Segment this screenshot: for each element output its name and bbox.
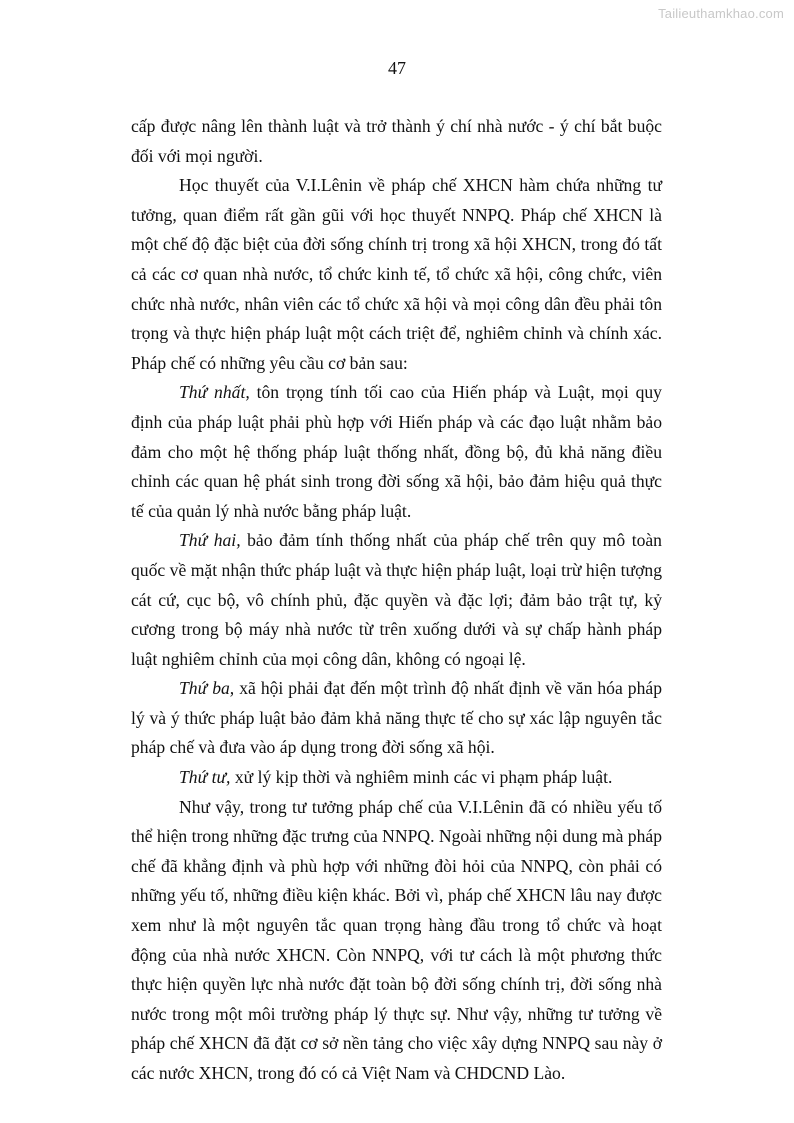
paragraph-fourth-requirement	[131, 763, 662, 793]
paragraph-text: bảo đảm tính thống nhất của pháp chế trên quy mô toàn quốc về mặt nhận thức pháp luật và thực hiện pháp luật, loại trừ hiện tượng cát cứ, cục bộ, vô chính phủ, đặc quyền và đặc lợi; đảm bảo trật tự, kỷ cương trong bộ máy nhà nước từ trên xuống dưới và sự chấp hành pháp luật nghiêm chỉnh của mọi công dân, không có ngoại lệ.	[131, 530, 662, 669]
paragraph-lead: Thứ tư,	[179, 767, 231, 788]
paragraph-first-requirement	[131, 378, 662, 526]
paragraph-text: Như vậy, trong tư tưởng pháp chế của V.I.Lênin đã có nhiều yếu tố thể hiện trong những đặc trưng của NNPQ. Ngoài những nội dung mà pháp chế đã khẳng định và phù hợp với những đòi hỏi của NNPQ, còn phải có những yếu tố, những điều kiện khác. Bởi vì, pháp chế XHCN lâu nay được xem như là một nguyên tắc quan trọng hàng đầu trong tổ chức và hoạt động của nhà nước XHCN. Còn NNPQ, với tư cách là một phương thức thực hiện quyền lực nhà nước đặt toàn bộ đời sống chính trị, đời sống nhà nước trong một môi trường pháp lý thực sự. Như vậy, những tư tưởng về pháp chế XHCN đã đặt cơ sở nền tảng cho việc xây dựng NNPQ sau này ở các nước XHCN, trong đó có cả Việt Nam và CHDCND Lào.	[131, 796, 662, 1083]
document-body	[131, 112, 662, 1089]
paragraph-text: xử lý kịp thời và nghiêm minh các vi phạm pháp luật.	[230, 767, 613, 788]
page-number: 47	[388, 58, 406, 78]
paragraph-text: cấp được nâng lên thành luật và trở thành ý chí nhà nước - ý chí bắt buộc đối với mọi người.	[131, 116, 662, 166]
paragraph-second-requirement	[131, 526, 662, 674]
paragraph-conclusion	[131, 793, 662, 1089]
paragraph-lead: Thứ hai,	[179, 530, 241, 551]
paragraph-third-requirement	[131, 674, 662, 763]
watermark: Tailieuthamkhao.com	[658, 6, 784, 21]
paragraph-text: Học thuyết của V.I.Lênin về pháp chế XHCN hàm chứa những tư tưởng, quan điểm rất gần gũi với học thuyết NNPQ. Pháp chế XHCN là một chế độ đặc biệt của đời sống chính trị trong xã hội XHCN, trong đó tất cả các cơ quan nhà nước, tổ chức kinh tế, tổ chức xã hội, công chức, viên chức nhà nước, nhân viên các tổ chức xã hội và mọi công dân đều phải tôn trọng và thực hiện pháp luật một cách triệt để, nghiêm chỉnh và chính xác. Pháp chế có những yêu cầu cơ bản sau:	[131, 175, 662, 373]
paragraph-lead: Thứ ba,	[179, 678, 235, 699]
paragraph-text: tôn trọng tính tối cao của Hiến pháp và Luật, mọi quy định của pháp luật phải phù hợp với Hiến pháp và các đạo luật nhằm bảo đảm cho một hệ thống pháp luật thống nhất, đồng bộ, đủ khả năng điều chỉnh các quan hệ phát sinh trong đời sống xã hội, bảo đảm hiệu quả thực tế của quản lý nhà nước bằng pháp luật.	[131, 382, 662, 521]
paragraph-lenin-doctrine	[131, 171, 662, 378]
paragraph-continuation	[131, 112, 662, 171]
paragraph-lead: Thứ nhất,	[179, 382, 250, 403]
paragraph-text: xã hội phải đạt đến một trình độ nhất định về văn hóa pháp lý và ý thức pháp luật bảo đảm khả năng thực tế cho sự xác lập nguyên tắc pháp chế và đưa vào áp dụng trong đời sống xã hội.	[131, 678, 662, 758]
